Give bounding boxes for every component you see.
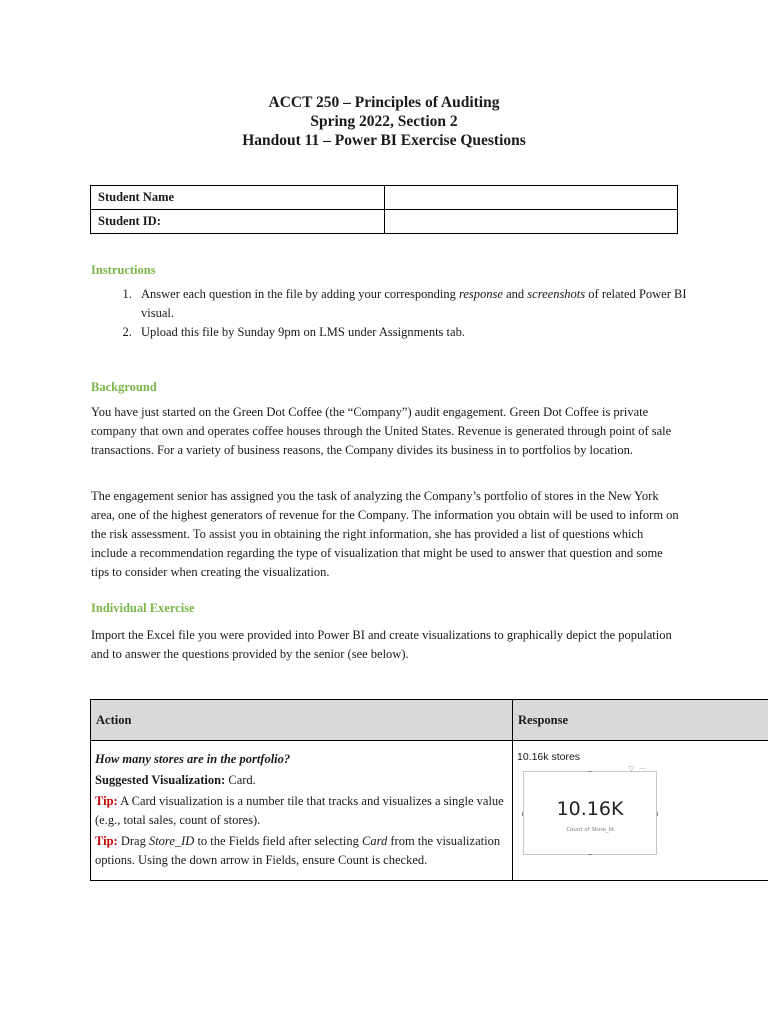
- instruction-emphasis: screenshots: [527, 287, 586, 301]
- filter-icon: ▽: [628, 765, 634, 773]
- tip-emphasis: Card: [362, 834, 388, 848]
- resize-handle: [588, 771, 592, 772]
- student-id-row: [91, 210, 678, 234]
- action-column-header: Action: [91, 700, 513, 741]
- response-text: 10.16k stores: [517, 751, 581, 763]
- tip-label: Tip:: [95, 834, 118, 848]
- card-value: 10.16K: [556, 798, 624, 820]
- tip-1: [95, 792, 508, 830]
- course-title: ACCT 250 – Principles of Auditing: [268, 94, 500, 111]
- resize-handle: [588, 854, 592, 855]
- tip-label: Tip:: [95, 794, 118, 808]
- student-id-label: Student ID:: [91, 210, 385, 234]
- action-response-table: [90, 699, 768, 881]
- instruction-item: 2. Upload this file by Sunday 9pm on LMS under Assignments tab.: [135, 323, 695, 342]
- response-column-header: Response: [513, 700, 768, 741]
- table-header-row: [91, 700, 768, 741]
- suggested-value: Card.: [225, 773, 256, 787]
- response-cell[interactable]: [513, 741, 768, 881]
- instruction-item: [135, 285, 695, 323]
- table-row: [91, 741, 768, 881]
- exercise-heading: Individual Exercise: [91, 601, 195, 615]
- student-id-field[interactable]: [385, 210, 678, 234]
- exercise-paragraph: Import the Excel file you were provided into Power BI and create visualizations to graphically depict the population and to answer the questions provided by the senior (see below).: [91, 628, 672, 661]
- background-heading: Background: [91, 380, 157, 394]
- student-name-field[interactable]: [385, 186, 678, 210]
- term-title: Spring 2022, Section 2: [310, 113, 458, 130]
- action-cell: [91, 741, 513, 881]
- background-paragraph-2: The engagement senior has assigned you the task of analyzing the Company’s portfolio of stores in the New York area, one of the highest generators of revenue for the Company. The information you obtain will be used to inform on the risk assessment. To assist you in obtaining the right information, she has provided a list of questions which include a recommendation regarding the type of visualization that might be used to answer that question and some tips to consider when creating the visualization.: [91, 489, 679, 579]
- instructions-list: [90, 285, 695, 342]
- card-label: Count of Store_Id: [566, 827, 614, 833]
- student-name-label: Student Name: [91, 186, 385, 210]
- tip-text: to the Fields field after selecting: [194, 834, 362, 848]
- question-text: How many stores are in the portfolio?: [95, 752, 291, 766]
- resize-handle: [657, 812, 658, 816]
- instruction-emphasis: response: [458, 287, 503, 301]
- tip-text: Drag: [117, 834, 149, 848]
- tip-2: [95, 832, 508, 870]
- handout-title: Handout 11 – Power BI Exercise Questions: [242, 132, 526, 149]
- powerbi-card-visual: [523, 765, 657, 855]
- background-paragraph-1: You have just started on the Green Dot Coffee (the “Company”) audit engagement. Green Dot Coffee is private company that own and operates coffee houses through the United States. Revenue is generated through point of sale transactions. For a variety of business reasons, the Company divides its business in to portfolios by location.: [91, 405, 672, 457]
- tip-text: A Card visualization is a number tile that tracks and visualizes a single value (e.g., total sales, count of stores).: [95, 794, 504, 827]
- instruction-text: Answer each question in the file by adding your corresponding: [141, 287, 459, 301]
- tip-emphasis: Store_ID: [148, 834, 195, 848]
- resize-handle: [522, 812, 523, 816]
- more-options-icon: ⋯: [639, 765, 646, 773]
- instruction-text: of related Power BI visual.: [141, 287, 687, 320]
- instructions-heading: Instructions: [91, 263, 156, 277]
- tip-text: from the visualization options. Using the down arrow in Fields, ensure Count is checked.: [95, 834, 501, 867]
- document-header: [0, 93, 768, 150]
- suggested-label: Suggested Visualization:: [95, 773, 226, 787]
- suggested-visualization: [95, 771, 508, 790]
- student-name-row: [91, 186, 678, 210]
- instruction-text: and: [502, 287, 528, 301]
- student-info-table: [90, 185, 678, 234]
